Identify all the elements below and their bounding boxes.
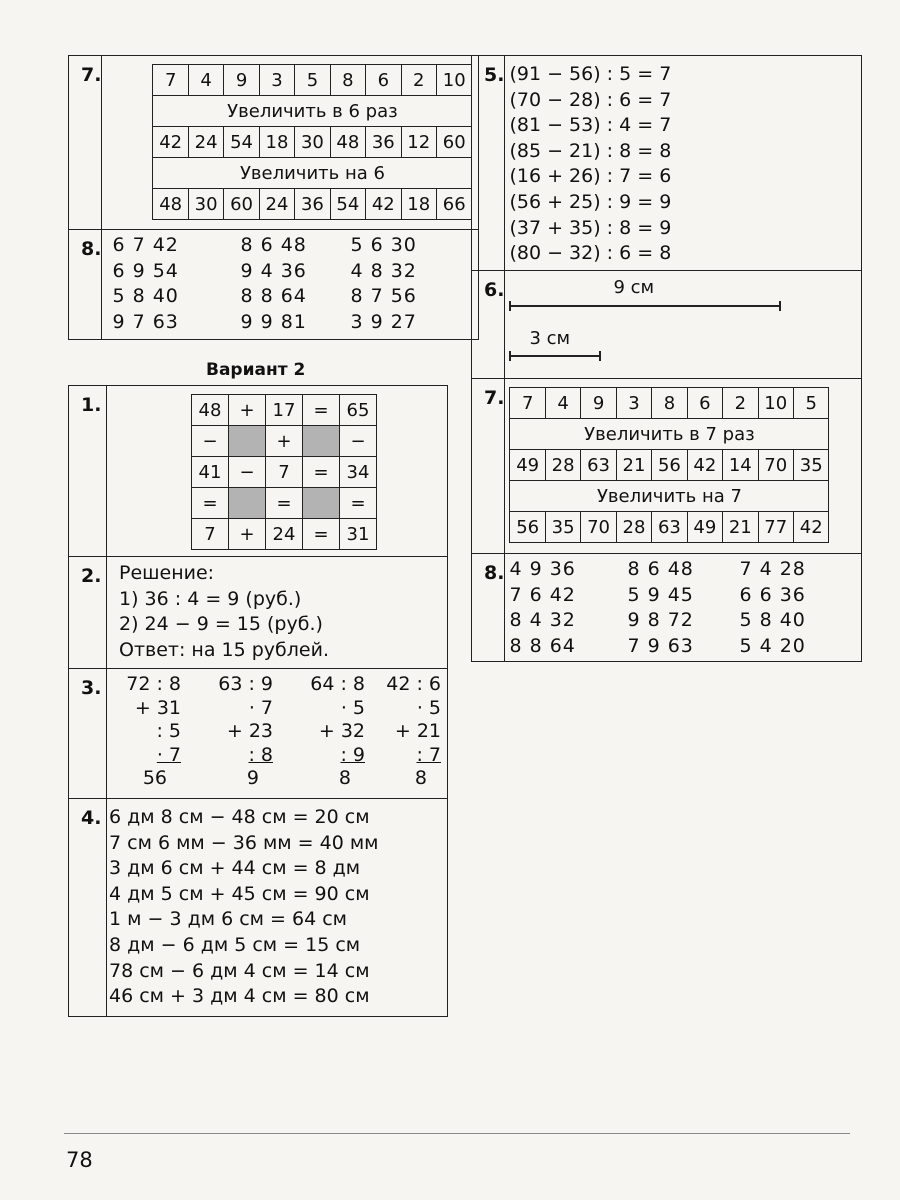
chain-step: : 8 bbox=[248, 743, 273, 766]
solution-line: Решение: bbox=[119, 562, 215, 584]
square-cell: = bbox=[266, 488, 303, 519]
grid-cell: 60 bbox=[224, 189, 259, 220]
chain-step: · 7 bbox=[156, 743, 181, 766]
grid-cell: 8 bbox=[652, 388, 687, 419]
variant-title: Вариант 2 bbox=[206, 360, 306, 380]
square-cell: − bbox=[229, 457, 266, 488]
chain-step: + 21 bbox=[394, 720, 441, 742]
task-number: 3. bbox=[69, 669, 107, 799]
grid-cell: 54 bbox=[330, 189, 365, 220]
shaded-cell bbox=[303, 488, 340, 519]
right-task8-table bbox=[509, 557, 857, 659]
equation-line: (81 − 53) : 4 = 7 bbox=[509, 114, 672, 137]
grid-cell: 48 bbox=[330, 127, 365, 158]
grid-cell: 5 bbox=[295, 65, 330, 96]
segment-end bbox=[509, 301, 511, 311]
number-row: 8 8 64 bbox=[509, 634, 576, 657]
square-cell: 41 bbox=[192, 457, 229, 488]
segment-3cm-label: 3 см bbox=[529, 328, 571, 349]
square-cell: 34 bbox=[340, 457, 377, 488]
number-row: 8 6 48 bbox=[627, 558, 694, 580]
equation-line: 3 дм 6 см + 44 см = 8 дм bbox=[109, 857, 361, 880]
task-number: 5. bbox=[472, 56, 505, 271]
number-row: 3 9 27 bbox=[350, 310, 417, 333]
number-row: 6 7 42 bbox=[112, 234, 179, 256]
number-row: 6 6 36 bbox=[739, 583, 806, 606]
grid-cell: 6 bbox=[687, 388, 722, 419]
equation-line: 1 м − 3 дм 6 см = 64 см bbox=[109, 908, 348, 931]
number-row: 4 9 36 bbox=[509, 558, 576, 580]
grid-cell: 10 bbox=[436, 65, 472, 96]
grid-cell: 42 bbox=[153, 127, 188, 158]
equation-line: 46 см + 3 дм 4 см = 80 см bbox=[109, 985, 370, 1008]
grid-cell: 7 bbox=[153, 65, 188, 96]
solution-line: 2) 24 − 9 = 15 (руб.) bbox=[119, 613, 323, 636]
grid-cell: 9 bbox=[581, 388, 616, 419]
grid-label: Увеличить в 6 раз bbox=[153, 96, 472, 127]
square-cell: + bbox=[229, 395, 266, 426]
square-cell: + bbox=[229, 519, 266, 550]
number-row: 9 4 36 bbox=[240, 259, 307, 282]
equation-line: (70 − 28) : 6 = 7 bbox=[509, 88, 672, 111]
grid-cell: 3 bbox=[259, 65, 294, 96]
equation-line: (80 − 32) : 6 = 8 bbox=[509, 242, 672, 265]
grid-cell: 5 bbox=[793, 388, 829, 419]
number-row: 9 8 72 bbox=[627, 609, 694, 632]
magic-square bbox=[191, 394, 377, 550]
task-number: 7. bbox=[69, 56, 102, 230]
equation-line: 78 см − 6 дм 4 см = 14 см bbox=[109, 959, 370, 982]
chain-step: · 7 bbox=[248, 696, 273, 719]
grid-cell: 18 bbox=[401, 189, 436, 220]
left-task7-grid bbox=[152, 64, 472, 220]
grid-cell: 66 bbox=[436, 189, 472, 220]
grid-cell: 4 bbox=[545, 388, 580, 419]
shaded-cell bbox=[303, 426, 340, 457]
grid-cell: 36 bbox=[366, 127, 401, 158]
grid-label: Увеличить на 6 bbox=[153, 158, 472, 189]
equation-line: (85 − 21) : 8 = 8 bbox=[509, 139, 672, 162]
grid-cell: 28 bbox=[545, 450, 580, 481]
number-row: 5 8 40 bbox=[739, 609, 806, 632]
grid-cell: 3 bbox=[616, 388, 651, 419]
segment-end bbox=[779, 301, 781, 311]
number-row: 8 7 56 bbox=[350, 285, 417, 308]
square-cell: + bbox=[266, 426, 303, 457]
segment-3cm bbox=[509, 355, 601, 357]
grid-cell: 7 bbox=[510, 388, 545, 419]
square-cell: = bbox=[340, 488, 377, 519]
number-row: 8 8 64 bbox=[240, 285, 307, 308]
number-row: 5 8 40 bbox=[112, 285, 179, 308]
grid-cell: 24 bbox=[188, 127, 223, 158]
square-cell: 7 bbox=[192, 519, 229, 550]
segment-end bbox=[509, 351, 511, 361]
chain-step: + 32 bbox=[318, 720, 365, 742]
chain-result: 8 bbox=[414, 767, 427, 789]
equation-line: (56 + 25) : 9 = 9 bbox=[509, 190, 672, 213]
number-row: 9 7 63 bbox=[112, 310, 179, 333]
square-cell: = bbox=[303, 395, 340, 426]
grid-cell: 30 bbox=[295, 127, 330, 158]
chain-step: · 5 bbox=[340, 696, 365, 719]
grid-cell: 28 bbox=[616, 512, 651, 543]
segment-end bbox=[599, 351, 601, 361]
chain-step: : 5 bbox=[156, 720, 181, 742]
grid-cell: 2 bbox=[723, 388, 758, 419]
equation-line: 7 см 6 мм − 36 мм = 40 мм bbox=[109, 831, 379, 854]
number-row: 9 9 81 bbox=[240, 310, 307, 333]
grid-cell: 36 bbox=[295, 189, 330, 220]
grid-cell: 63 bbox=[581, 450, 616, 481]
number-row: 8 4 32 bbox=[509, 609, 576, 632]
number-row: 7 9 63 bbox=[627, 634, 694, 657]
chain-step: 72 : 8 bbox=[126, 673, 181, 695]
grid-cell: 42 bbox=[687, 450, 722, 481]
grid-label: Увеличить в 7 раз bbox=[510, 419, 829, 450]
equation-line: (91 − 56) : 5 = 7 bbox=[509, 63, 672, 85]
square-cell: 7 bbox=[266, 457, 303, 488]
page-number: 78 bbox=[66, 1148, 93, 1172]
right-task7-grid bbox=[509, 387, 829, 543]
grid-cell: 10 bbox=[758, 388, 793, 419]
variant2-block bbox=[68, 385, 448, 1017]
square-cell: = bbox=[192, 488, 229, 519]
grid-cell: 18 bbox=[259, 127, 294, 158]
right-block bbox=[471, 55, 862, 662]
grid-cell: 49 bbox=[510, 450, 545, 481]
chain-result: 8 bbox=[338, 767, 351, 789]
grid-cell: 6 bbox=[366, 65, 401, 96]
task-number: 1. bbox=[69, 386, 107, 557]
grid-cell: 21 bbox=[616, 450, 651, 481]
task-number: 4. bbox=[69, 799, 107, 1017]
chain-result: 56 bbox=[142, 767, 167, 789]
solution-line: Ответ: на 15 рублей. bbox=[119, 638, 329, 661]
left-top-block bbox=[68, 55, 479, 340]
task-number: 8. bbox=[472, 554, 505, 662]
number-row: 5 6 30 bbox=[350, 234, 417, 256]
number-row: 5 4 20 bbox=[739, 634, 806, 657]
number-row: 6 9 54 bbox=[112, 259, 179, 282]
shaded-cell bbox=[229, 426, 266, 457]
equation-line: 4 дм 5 см + 45 см = 90 см bbox=[109, 882, 370, 905]
square-cell: 24 bbox=[266, 519, 303, 550]
grid-cell: 70 bbox=[758, 450, 793, 481]
square-cell: 65 bbox=[340, 395, 377, 426]
chain-calculations bbox=[109, 673, 441, 791]
square-cell: 48 bbox=[192, 395, 229, 426]
grid-label: Увеличить на 7 bbox=[510, 481, 829, 512]
grid-cell: 70 bbox=[581, 512, 616, 543]
grid-cell: 63 bbox=[652, 512, 687, 543]
shaded-cell bbox=[229, 488, 266, 519]
grid-cell: 49 bbox=[687, 512, 722, 543]
task-number: 2. bbox=[69, 557, 107, 669]
grid-cell: 56 bbox=[510, 512, 545, 543]
grid-cell: 56 bbox=[652, 450, 687, 481]
chain-step: + 23 bbox=[226, 720, 273, 742]
chain-step: : 7 bbox=[416, 743, 441, 766]
solution-line: 1) 36 : 4 = 9 (руб.) bbox=[119, 587, 302, 610]
footer-rule bbox=[64, 1133, 850, 1134]
grid-cell: 2 bbox=[401, 65, 436, 96]
segment-9cm bbox=[509, 305, 781, 307]
chain-step: + 31 bbox=[134, 696, 181, 719]
chain-step: · 5 bbox=[416, 696, 441, 719]
square-cell: − bbox=[192, 426, 229, 457]
grid-cell: 4 bbox=[188, 65, 223, 96]
number-row: 7 6 42 bbox=[509, 583, 576, 606]
grid-cell: 35 bbox=[793, 450, 829, 481]
square-cell: = bbox=[303, 457, 340, 488]
grid-cell: 24 bbox=[259, 189, 294, 220]
square-cell: 31 bbox=[340, 519, 377, 550]
grid-cell: 48 bbox=[153, 189, 188, 220]
grid-cell: 42 bbox=[366, 189, 401, 220]
task-number: 8. bbox=[69, 230, 102, 340]
equation-line: (16 + 26) : 7 = 6 bbox=[509, 165, 672, 188]
grid-cell: 14 bbox=[723, 450, 758, 481]
grid-cell: 42 bbox=[793, 512, 829, 543]
left-task8-table bbox=[112, 233, 472, 335]
equation-line: 6 дм 8 см − 48 см = 20 см bbox=[109, 806, 370, 828]
chain-step: : 9 bbox=[340, 743, 365, 766]
number-row: 5 9 45 bbox=[627, 583, 694, 606]
chain-result: 9 bbox=[246, 767, 259, 789]
equation-line: 8 дм − 6 дм 5 см = 15 см bbox=[109, 933, 361, 956]
square-cell: = bbox=[303, 519, 340, 550]
grid-cell: 8 bbox=[330, 65, 365, 96]
segment-9cm-label: 9 см bbox=[613, 277, 655, 298]
grid-cell: 54 bbox=[224, 127, 259, 158]
chain-step: 64 : 8 bbox=[310, 673, 365, 695]
chain-step: 42 : 6 bbox=[386, 673, 441, 695]
grid-cell: 21 bbox=[723, 512, 758, 543]
number-row: 7 4 28 bbox=[739, 558, 806, 580]
square-cell: − bbox=[340, 426, 377, 457]
grid-cell: 77 bbox=[758, 512, 793, 543]
grid-cell: 30 bbox=[188, 189, 223, 220]
square-cell: 17 bbox=[266, 395, 303, 426]
task-number: 6. bbox=[472, 271, 505, 379]
chain-step: 63 : 9 bbox=[218, 673, 273, 695]
number-row: 8 6 48 bbox=[240, 234, 307, 256]
grid-cell: 60 bbox=[436, 127, 472, 158]
task-number: 7. bbox=[472, 379, 505, 554]
grid-cell: 35 bbox=[545, 512, 580, 543]
grid-cell: 9 bbox=[224, 65, 259, 96]
number-row: 4 8 32 bbox=[350, 259, 417, 282]
equation-line: (37 + 35) : 8 = 9 bbox=[509, 216, 672, 239]
grid-cell: 12 bbox=[401, 127, 436, 158]
